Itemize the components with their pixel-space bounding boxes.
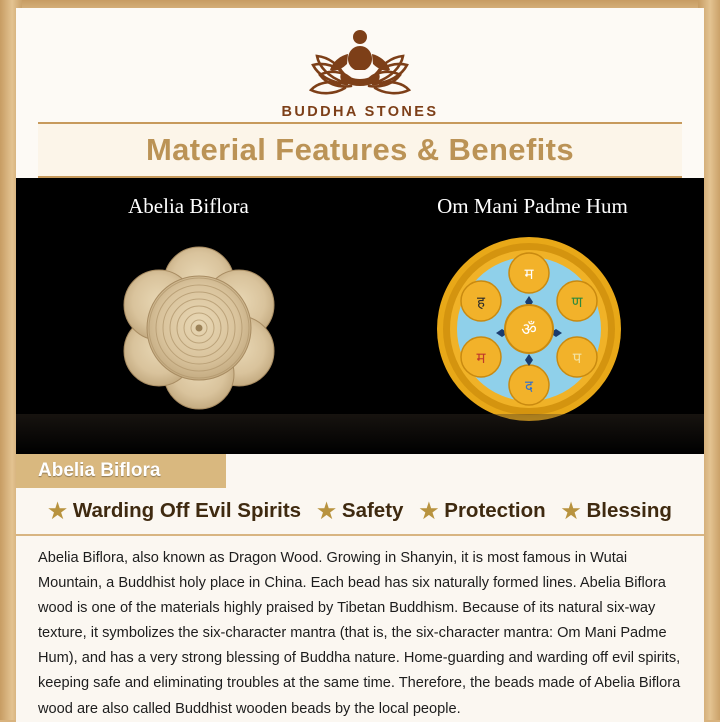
photo-strip: [16, 178, 704, 454]
svg-text:म: म: [476, 351, 486, 367]
photo-caption-left: Abelia Biflora: [128, 194, 249, 218]
svg-text:म: म: [524, 267, 534, 283]
abelia-biflora-wood-image: [104, 240, 294, 415]
benefit-label: Protection: [444, 499, 546, 522]
content-panel: [16, 8, 704, 717]
svg-text:ॐ: ॐ: [521, 320, 537, 339]
brand-name: BUDDHA STONES: [281, 104, 439, 120]
page-title: Material Features & Benefits: [145, 132, 575, 167]
description-text: Abelia Biflora, also known as Dragon Wood. Growing in Shanyin, it is most famous in Wutai Mountain, a Buddhist holy place in China. Each bead has six naturally formed lines. Abelia Biflora wood is one of the materials highly praised by Tibetan Buddhism. Because of its natural six-way texture, it symbolizes the six-character mantra (that is, the six-character mantra: Om Mani Padme Hum), and has a very strong blessing of Buddha nature. Home-guarding and warding off evil spirits, keeping safe and eliminating troubles at the same time. Therefore, the beads made of Abelia Biflora wood are also called Buddhist wooden beads by the local people.: [16, 536, 704, 722]
svg-text:द: द: [525, 379, 533, 395]
title-band: [38, 122, 682, 178]
benefit-label: Blessing: [586, 499, 672, 522]
benefit-item: [562, 499, 672, 523]
benefit-item: [419, 499, 545, 523]
star-icon: ★: [419, 499, 439, 523]
photo-caption-right: Om Mani Padme Hum: [437, 194, 628, 218]
brand-block: [16, 20, 704, 120]
material-name-label: Abelia Biflora: [38, 460, 161, 481]
benefit-item: [48, 499, 301, 523]
om-mani-padme-hum-mandala-image: [436, 236, 622, 422]
benefit-item: [317, 499, 403, 523]
benefit-label: Warding Off Evil Spirits: [72, 499, 302, 522]
photo-reflection: [16, 414, 704, 454]
svg-text:ण: ण: [571, 295, 583, 311]
material-label-bar: [16, 454, 704, 488]
star-icon: ★: [48, 499, 67, 523]
lotus-meditation-icon: [285, 20, 435, 102]
benefits-row: [16, 488, 704, 536]
label-bar-tail: [226, 454, 704, 488]
header: [16, 8, 704, 178]
svg-text:ह: ह: [477, 295, 485, 311]
benefit-label: Safety: [341, 499, 404, 522]
star-icon: ★: [317, 499, 336, 523]
svg-text:प: प: [572, 351, 582, 367]
star-icon: ★: [561, 499, 581, 523]
